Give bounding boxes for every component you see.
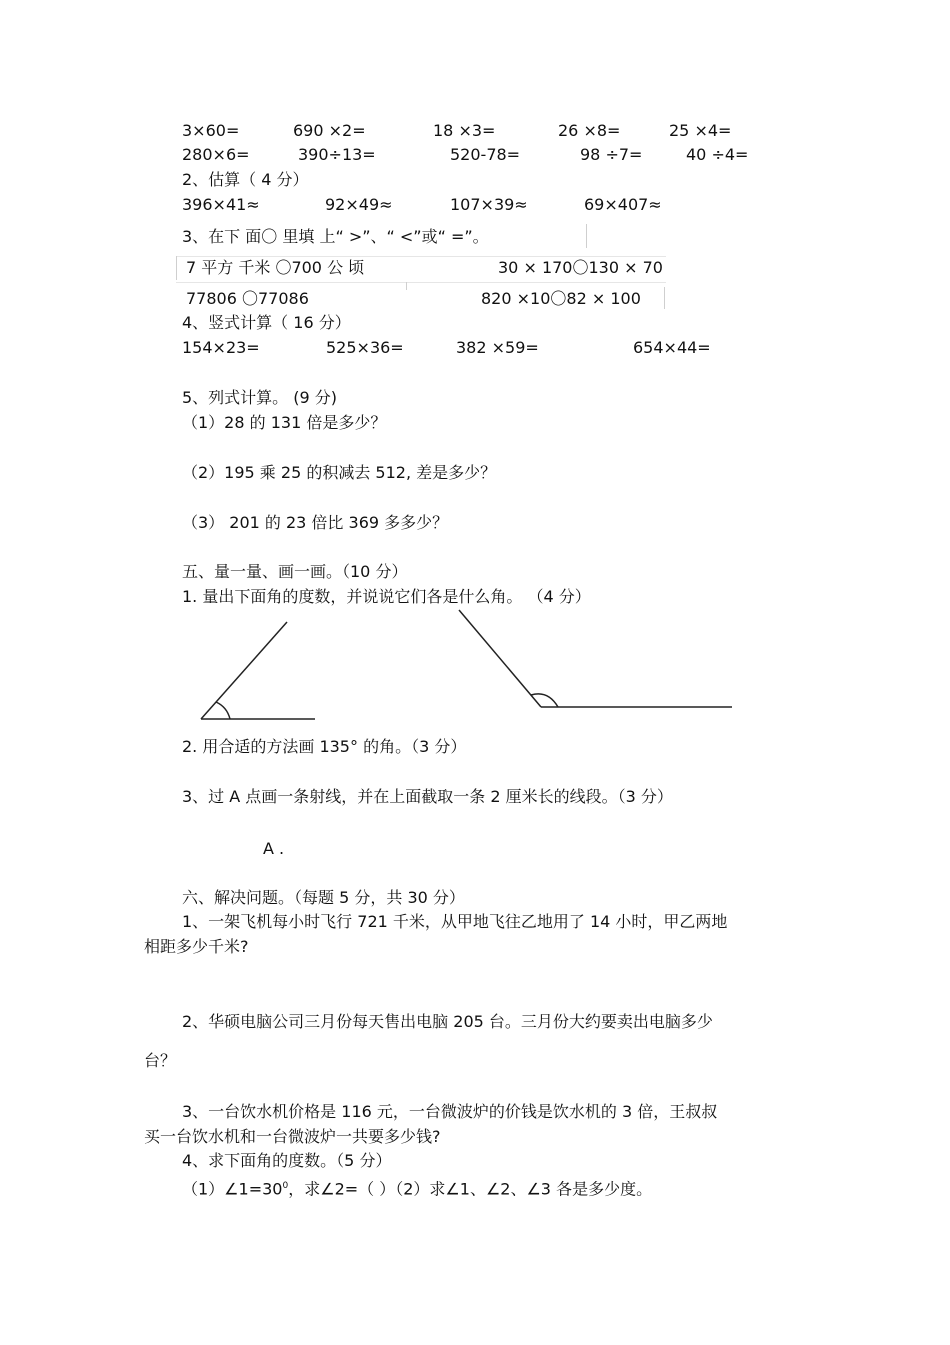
- degree-mark: 0: [282, 1181, 289, 1191]
- question: 2. 用合适的方法画 135° 的角。（3 分）: [182, 737, 467, 756]
- problem-text: 2、华硕电脑公司三月份每天售出电脑 205 台。三月份大约要卖出电脑多少: [182, 1012, 713, 1031]
- problem-text: 1、一架飞机每小时飞行 721 千米，从甲地飞往乙地用了 14 小时，甲乙两地: [182, 912, 728, 931]
- vertical-item: 382 ×59=: [456, 338, 539, 357]
- vertical-item: 654×44=: [633, 338, 711, 357]
- point-a-label: A .: [263, 839, 285, 858]
- compare-item: 30 × 170〇130 × 70: [498, 258, 663, 277]
- part-title-problems: 六、解决问题。（每题 5 分，共 30 分）: [182, 888, 465, 907]
- part-title-measure: 五、量一量、画一画。（10 分）: [182, 562, 408, 581]
- vertical-item: 154×23=: [182, 338, 260, 357]
- section-title-compare: 3、在下 面〇 里填 上“ >”、“ <”或“ =”。: [182, 227, 489, 246]
- estimate-item: 396×41≈: [182, 195, 260, 214]
- problem-text: 相距多少千米?: [144, 937, 249, 956]
- question: （3） 201 的 23 倍比 369 多多少？: [182, 513, 449, 532]
- problem-text: [182, 1176, 652, 1199]
- calc-item: 390÷13=: [298, 145, 376, 164]
- estimate-item: 69×407≈: [584, 195, 662, 214]
- problem-text: 3、一台饮水机价格是 116 元，一台微波炉的价钱是饮水机的 3 倍，王叔叔: [182, 1102, 718, 1121]
- compare-item: 7 平方 千米 〇700 公 顷: [186, 258, 365, 277]
- question: 3、过 A 点画一条射线，并在上面截取一条 2 厘米长的线段。（3 分）: [182, 787, 673, 806]
- acute-angle-figure: [201, 622, 315, 719]
- problem-text-part: （1）∠1=30: [182, 1179, 283, 1199]
- section-title-vertical: 4、竖式计算（ 16 分）: [182, 313, 351, 332]
- problem-text: 买一台饮水机和一台微波炉一共要多少钱?: [144, 1127, 441, 1146]
- calc-item: 40 ÷4=: [686, 145, 749, 164]
- problem-text: 台？: [144, 1051, 177, 1070]
- calc-item: 98 ÷7=: [580, 145, 643, 164]
- calc-item: 26 ×8=: [558, 121, 621, 140]
- problem-text: 4、求下面角的度数。（5 分）: [182, 1151, 392, 1170]
- obtuse-angle-figure: [459, 610, 732, 707]
- estimate-item: 92×49≈: [325, 195, 393, 214]
- calc-item: 3×60=: [182, 121, 240, 140]
- calc-item: 690 ×2=: [293, 121, 366, 140]
- calc-item: 18 ×3=: [433, 121, 496, 140]
- question: （2）195 乘 25 的积减去 512, 差是多少？: [182, 463, 497, 482]
- question: （1）28 的 131 倍是多少？: [182, 413, 387, 432]
- problem-text-part: ，求∠2=（ ）（2）求∠1、∠2、∠3 各是多少度。: [288, 1179, 653, 1199]
- calc-item: 280×6=: [182, 145, 250, 164]
- question: 1. 量出下面角的度数，并说说它们各是什么角。 （4 分）: [182, 587, 591, 606]
- calc-item: 25 ×4=: [669, 121, 732, 140]
- section-title-estimate: 2、估算（ 4 分）: [182, 170, 309, 189]
- compare-item: 77806 〇77086: [186, 289, 309, 308]
- compare-item: 820 ×10〇82 × 100: [481, 289, 641, 308]
- calc-item: 520-78=: [450, 145, 521, 164]
- section-title-formula: 5、列式计算。 (9 分): [182, 388, 338, 407]
- vertical-item: 525×36=: [326, 338, 404, 357]
- estimate-item: 107×39≈: [450, 195, 528, 214]
